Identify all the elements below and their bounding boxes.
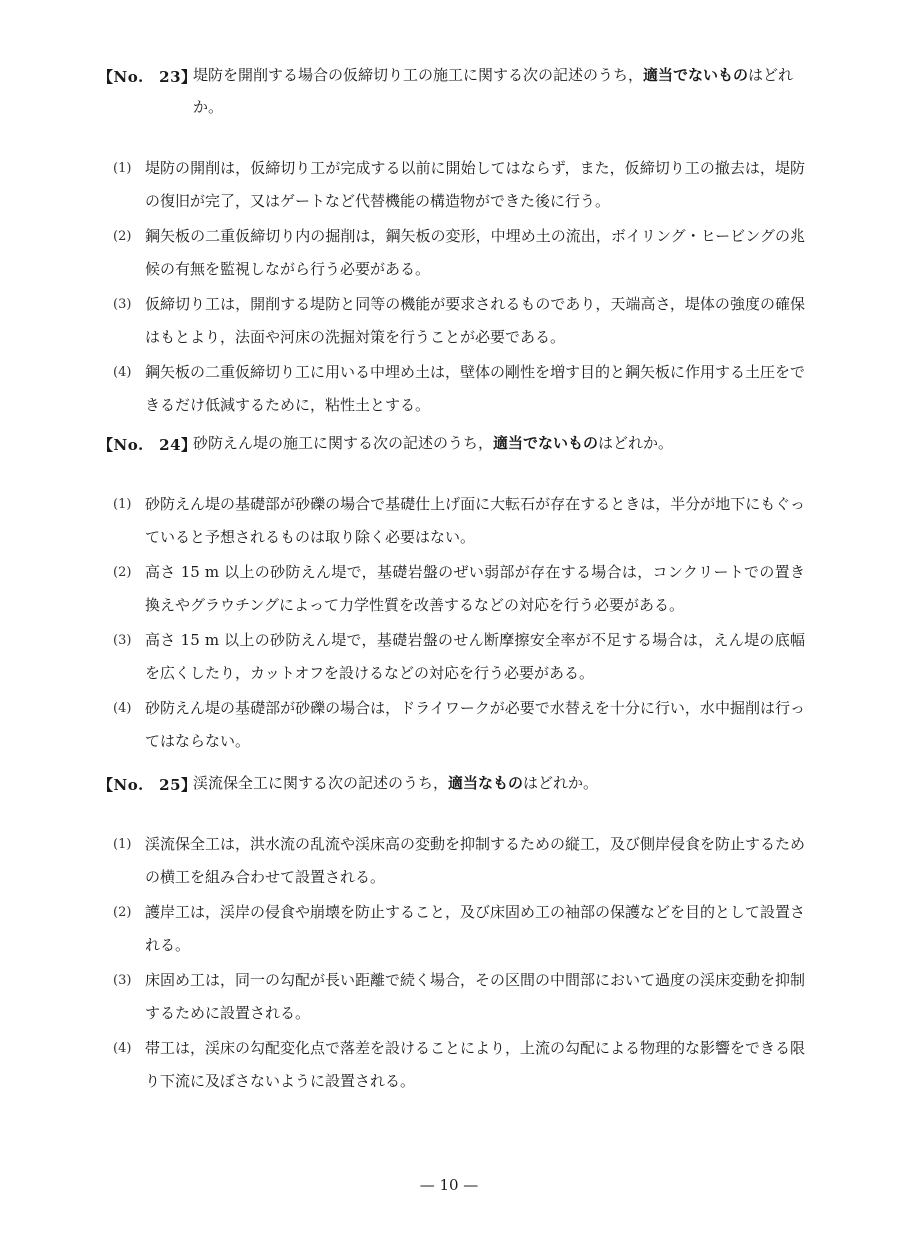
option-number: (1) [113,837,132,852]
option-4 [0,700,898,768]
option-4 [0,1040,898,1108]
option-2 [0,228,898,296]
question-25 [0,774,898,1090]
option-text: 高さ 15 m 以上の砂防えん堤で，基礎岩盤のぜい弱部が存在する場合は，コンクリートでの置き換えやグラウチングによって力学性質を改善するなどの対応を行う必要がある。 [145,563,805,614]
option-2 [0,564,898,632]
option-text: 鋼矢板の二重仮締切り内の掘削は，鋼矢板の変形，中埋め土の流出，ボイリング・ヒービングの兆候の有無を監視しながら行う必要がある。 [145,227,805,278]
option-number: (2) [113,565,132,580]
options-list [0,496,898,768]
option-3 [0,296,898,364]
option-number: (4) [113,701,132,716]
option-3 [0,632,898,700]
stem-text-end: はどれか。 [523,774,599,792]
stem-text: 砂防えん堤の施工に関する次の記述のうち， [193,434,494,452]
option-text: 高さ 15 m 以上の砂防えん堤で，基礎岩盤のせん断摩擦安全率が不足する場合は，えん堤の底幅を広くしたり，カットオフを設けるなどの対応を行う必要がある。 [145,631,805,682]
option-text: 帯工は，渓床の勾配変化点で落差を設けることにより，上流の勾配による物理的な影響をできる限り下流に及ぼさないように設置される。 [145,1039,806,1090]
option-text: 鋼矢板の二重仮締切り工に用いる中埋め土は，壁体の剛性を増す目的と鋼矢板に作用する土圧をできるだけ低減するために，粘性土とする。 [145,363,806,414]
option-number: (2) [113,905,132,920]
option-4 [0,364,898,432]
page-number: — 10 — [419,1176,479,1194]
option-text: 砂防えん堤の基礎部が砂礫の場合で基礎仕上げ面に大転石が存在するときは，半分が地下にもぐっていると予想されるものは取り除く必要はない。 [145,495,805,546]
question-stem [193,427,803,459]
stem-emphasis: 適当でないもの [493,434,599,452]
option-1 [0,160,898,228]
question-number: 【No. 24】 [98,436,197,454]
option-number: (1) [113,161,132,176]
option-text: 床固め工は，同一の勾配が長い距離で続く場合，その区間の中間部において過度の渓床変動を抑制するために設置される。 [145,971,806,1022]
option-2 [0,904,898,972]
option-number: (3) [113,973,132,988]
option-text: 砂防えん堤の基礎部が砂礫の場合は，ドライワークが必要で水替えを十分に行い，水中掘削は行ってはならない。 [145,699,805,750]
question-stem [193,59,803,123]
option-1 [0,496,898,564]
option-text: 仮締切り工は，開削する堤防と同等の機能が要求されるものであり，天端高さ，堤体の強度の確保はもとより，法面や河床の洗掘対策を行うことが必要である。 [145,295,805,346]
question-23 [0,66,898,414]
question-number: 【No. 25】 [98,776,197,794]
option-3 [0,972,898,1040]
option-number: (2) [113,229,132,244]
options-list [0,160,898,432]
option-number: (3) [113,297,132,312]
option-text: 堤防の開削は，仮締切り工が完成する以前に開始してはならず，また，仮締切り工の撤去は，堤防の復旧が完了，又はゲートなど代替機能の構造物ができた後に行う。 [145,159,805,210]
stem-text-end: はどれか。 [193,66,794,116]
option-number: (3) [113,633,132,648]
option-number: (4) [113,1041,132,1056]
question-stem [193,767,803,799]
option-number: (1) [113,497,132,512]
option-text: 渓流保全工は，洪水流の乱流や渓床高の変動を抑制するための縦工，及び側岸侵食を防止するための横工を組み合わせて設置される。 [145,835,806,886]
stem-emphasis: 適当なもの [448,774,524,792]
question-header [0,66,898,130]
stem-emphasis: 適当でないもの [643,66,749,84]
option-number: (4) [113,365,132,380]
stem-text-end: はどれか。 [598,434,674,452]
stem-text: 渓流保全工に関する次の記述のうち， [193,774,449,792]
question-24 [0,434,898,750]
option-1 [0,836,898,904]
options-list [0,836,898,1108]
stem-text: 堤防を開削する場合の仮締切り工の施工に関する次の記述のうち， [193,66,644,84]
question-number: 【No. 23】 [98,68,197,86]
option-text: 護岸工は，渓岸の侵食や崩壊を防止すること，及び床固め工の袖部の保護などを目的として設置される。 [145,903,806,954]
